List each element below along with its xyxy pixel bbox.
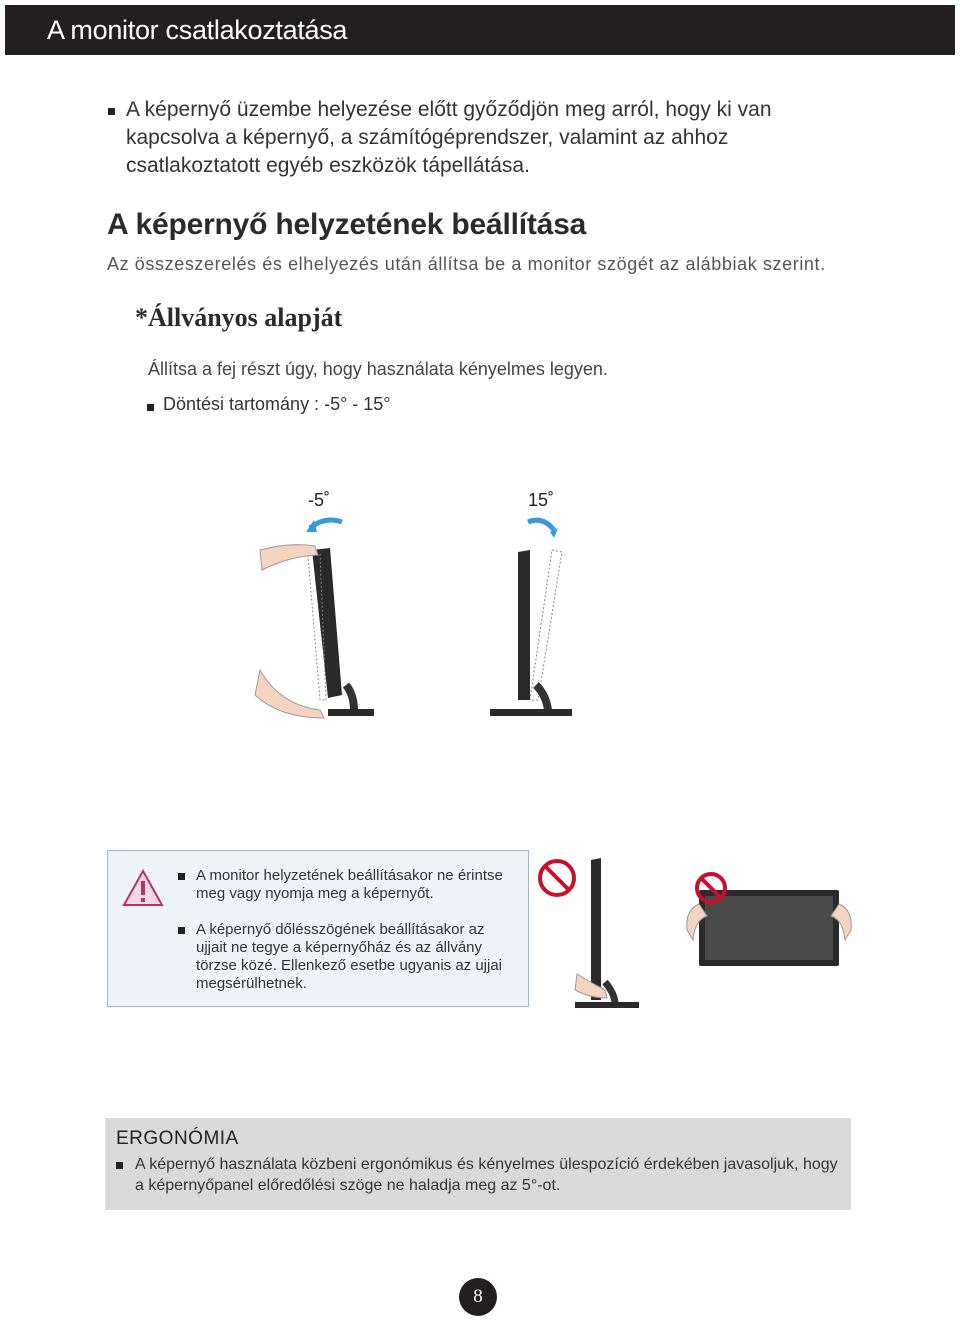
warning-text-2: A képernyő dőlésszögének beállításakor az ujjait ne tegye a képernyőház és az állvány törzse közé. Ellenkező esetbe ugyanis az ujjai megsérülhetnek.: [196, 921, 503, 992]
section-subtitle: Az összeszerelés és elhelyezés után állítsa be a monitor szögét az alábbiak szerint.: [107, 254, 826, 274]
angle-label-right: 15˚: [528, 490, 555, 510]
warning-text-1: A monitor helyzetének beállításakor ne érintse meg vagy nyomja meg a képernyőt.: [196, 867, 503, 902]
warning-triangle-icon: [122, 869, 164, 907]
tilt-back-illustration: [250, 510, 390, 725]
section-heading: A képernyő helyzetének beállítása: [107, 208, 587, 241]
instruction-text: Állítsa a fej részt úgy, hogy használata kényelmes legyen.: [148, 359, 608, 379]
hand-icon: [255, 670, 324, 718]
ergonomics-title: ERGONÓMIA: [116, 1128, 239, 1149]
tilt-range-text: Döntési tartomány : -5° - 15°: [163, 394, 391, 414]
prohibited-touch-illustration: [535, 852, 645, 1012]
page-number: 8: [459, 1278, 497, 1316]
tilt-forward-illustration: [488, 510, 598, 725]
ergonomics-box: [105, 1118, 851, 1210]
bullet-icon: [147, 404, 154, 411]
intro-text: A képernyő üzembe helyezése előtt győződjön meg arról, hogy ki van kapcsolva a képernyő, a számítógéprendszer, valamint az ahhoz csatlakoztatott egyéb eszközök tápellátása.: [126, 98, 772, 177]
tilt-arrow-icon: [528, 520, 554, 530]
stand-heading: *Állványos alapját: [135, 303, 343, 332]
bullet-icon: [116, 1162, 123, 1169]
bullet-icon: [178, 927, 185, 934]
bullet-icon: [108, 108, 115, 115]
ergonomics-text: A képernyő használata közbeni ergonómikus és kényelmes ülespozíció érdekében javasoljuk, hogy a képernyőpanel előredőlési szöge ne haladja meg az 5°-ot.: [135, 1156, 838, 1194]
angle-label-left: -5˚: [308, 490, 330, 510]
page-header: [5, 5, 955, 55]
bullet-icon: [178, 873, 185, 880]
hand-icon: [260, 545, 318, 570]
prohibited-press-illustration: [685, 860, 855, 990]
page-title: A monitor csatlakoztatása: [47, 15, 348, 45]
warning-box: [107, 850, 529, 1007]
